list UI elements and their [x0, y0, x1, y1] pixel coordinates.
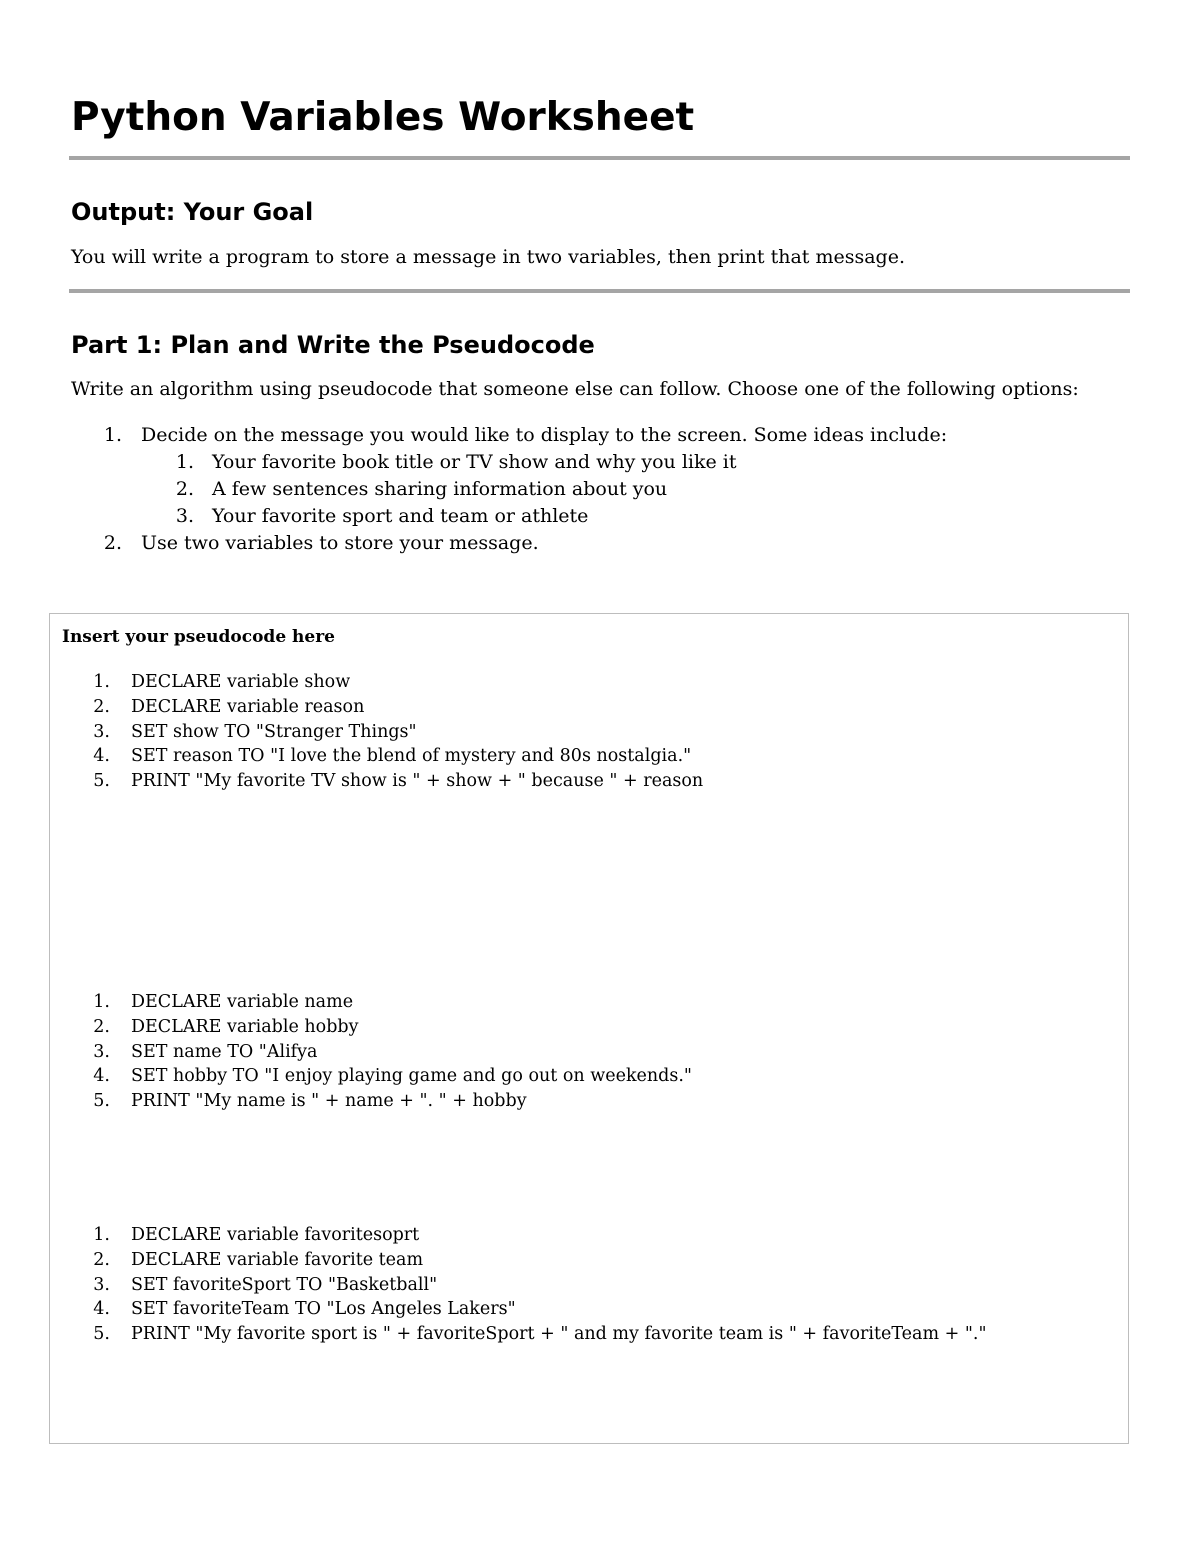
answer-box-label: Insert your pseudocode here: [62, 627, 335, 647]
line-text: SET name TO "Alifya: [131, 1041, 318, 1062]
output-heading: Output: Your Goal: [71, 198, 314, 226]
line-text: DECLARE variable favorite team: [131, 1249, 424, 1270]
line-number: 3.: [93, 1274, 110, 1295]
line-text: PRINT "My name is " + name + ". " + hobby: [131, 1091, 527, 1112]
line-number: 1.: [93, 672, 110, 692]
line-text: PRINT "My favorite TV show is " + show + " because " + reason: [131, 771, 704, 792]
line-number: 2.: [93, 696, 110, 717]
line-text: SET favoriteSport TO "Basketball": [131, 1274, 438, 1295]
page-title: Python Variables Worksheet: [71, 95, 695, 140]
line-number: 4.: [93, 1066, 110, 1087]
line-number: 1.: [93, 992, 110, 1012]
line-text: DECLARE variable name: [131, 992, 354, 1012]
line-number: 3.: [93, 721, 110, 742]
line-number: 2.: [93, 1016, 110, 1037]
line-number: 4.: [93, 1299, 110, 1320]
line-text: SET hobby TO "I enjoy playing game and go out on weekends.": [131, 1066, 692, 1087]
list-text: Decide on the message you would like to display to the screen. Some ideas include:: [141, 424, 948, 446]
list-number: 1.: [175, 451, 194, 473]
list-text: Use two variables to store your message.: [141, 532, 539, 554]
line-number: 1.: [93, 1225, 110, 1245]
line-number: 5.: [93, 1091, 110, 1112]
divider: [69, 156, 1130, 160]
list-text: Your favorite book title or TV show and why you like it: [212, 451, 737, 473]
line-text: SET reason TO "I love the blend of mystery and 80s nostalgia.": [131, 746, 692, 767]
line-number: 5.: [93, 771, 110, 792]
line-text: SET show TO "Stranger Things": [131, 721, 417, 742]
list-text: Your favorite sport and team or athlete: [212, 505, 589, 527]
line-number: 2.: [93, 1249, 110, 1270]
list-number: 2.: [103, 532, 122, 554]
list-number: 3.: [175, 505, 194, 527]
line-number: 3.: [93, 1041, 110, 1062]
line-text: DECLARE variable reason: [131, 696, 365, 717]
part1-heading: Part 1: Plan and Write the Pseudocode: [71, 331, 595, 359]
line-text: SET favoriteTeam TO "Los Angeles Lakers": [131, 1299, 516, 1320]
line-number: 4.: [93, 746, 110, 767]
list-text: A few sentences sharing information about you: [212, 478, 668, 500]
divider: [69, 289, 1130, 293]
part1-intro: Write an algorithm using pseudocode that someone else can follow. Choose one of the following options:: [71, 378, 1079, 400]
line-text: DECLARE variable hobby: [131, 1016, 359, 1037]
list-number: 2.: [175, 478, 194, 500]
line-text: PRINT "My favorite sport is " + favoriteSport + " and my favorite team is " + favoriteTeam + ".": [131, 1324, 987, 1345]
output-text: You will write a program to store a message in two variables, then print that message.: [71, 246, 905, 268]
list-number: 1.: [103, 424, 122, 446]
line-number: 5.: [93, 1324, 110, 1345]
line-text: DECLARE variable favoritesoprt: [131, 1225, 420, 1245]
line-text: DECLARE variable show: [131, 672, 351, 692]
